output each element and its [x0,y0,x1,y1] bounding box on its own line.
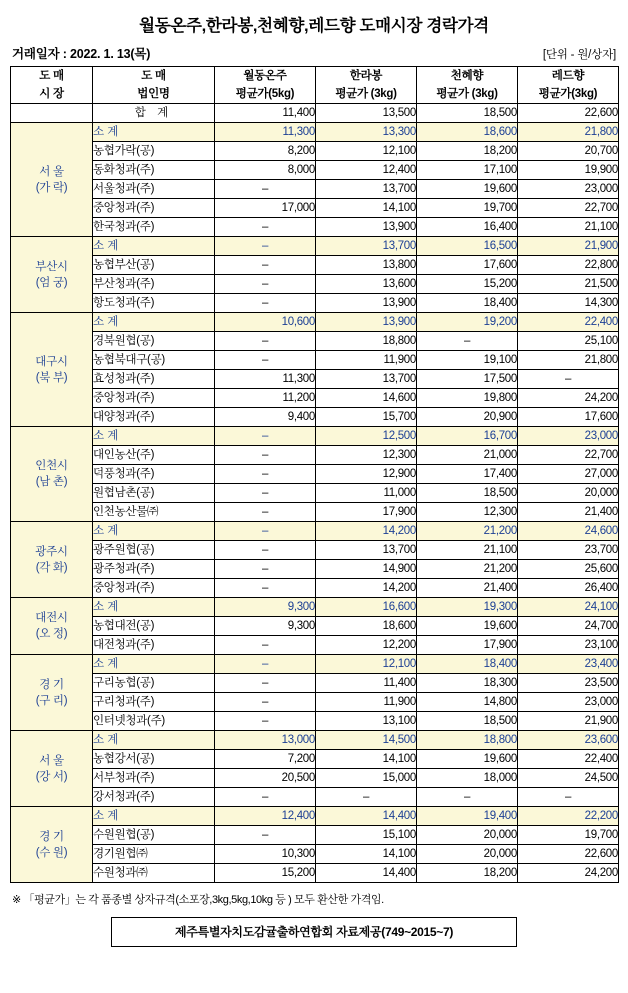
table-row [11,617,619,636]
price-cell: 27,000 [518,465,619,484]
price-cell: 14,400 [316,864,417,883]
price-cell: 17,600 [417,256,518,275]
price-cell: 10,600 [215,313,316,332]
corporation-cell: 농협대전(공) [93,617,215,636]
price-cell: 11,000 [316,484,417,503]
price-cell: – [518,788,619,807]
price-cell: 23,100 [518,636,619,655]
table-body [11,104,619,883]
table-row [11,199,619,218]
price-cell: 24,200 [518,389,619,408]
corporation-cell: 소 계 [93,237,215,256]
price-cell: 19,600 [417,180,518,199]
price-cell: 23,400 [518,655,619,674]
table-row [11,370,619,389]
price-cell: 20,900 [417,408,518,427]
price-cell: 17,900 [417,636,518,655]
table-row [11,218,619,237]
price-cell: 22,700 [518,446,619,465]
table-row [11,693,619,712]
corporation-cell: 구리농협(공) [93,674,215,693]
price-cell: – [215,427,316,446]
corporation-cell: 중앙청과(주) [93,579,215,598]
price-cell: 9,400 [215,408,316,427]
price-cell: – [417,788,518,807]
table-row [11,484,619,503]
price-cell: 15,700 [316,408,417,427]
price-cell: 20,500 [215,769,316,788]
table-row [11,598,619,617]
corporation-cell: 인터넷청과(주) [93,712,215,731]
corporation-cell: 수원원협(공) [93,826,215,845]
price-cell: – [215,446,316,465]
corporation-cell: 농협가락(공) [93,142,215,161]
price-cell: – [215,275,316,294]
table-row [11,636,619,655]
price-cell: 23,000 [518,180,619,199]
price-cell: 22,600 [518,845,619,864]
price-cell: 16,700 [417,427,518,446]
price-cell: – [215,351,316,370]
price-table [10,66,619,883]
price-cell: 15,100 [316,826,417,845]
price-cell: 23,000 [518,693,619,712]
price-cell: 19,300 [417,598,518,617]
price-cell: 21,500 [518,275,619,294]
table-row [11,161,619,180]
price-cell: 18,800 [316,332,417,351]
table-row [11,579,619,598]
price-cell: 16,600 [316,598,417,617]
price-cell: 19,200 [417,313,518,332]
table-row [11,674,619,693]
market-cell: 서 울 (강 서) [11,731,93,807]
market-cell: 부산시 (엄 궁) [11,237,93,313]
price-cell: 18,600 [316,617,417,636]
market-cell: 서 울 (가 락) [11,123,93,237]
table-row [11,541,619,560]
table-row [11,845,619,864]
price-cell: 20,000 [417,845,518,864]
col-header-market: 도 매 시 장 [11,67,93,104]
price-cell: – [215,294,316,313]
corporation-cell: 소 계 [93,522,215,541]
price-cell: 13,900 [316,294,417,313]
table-row [11,142,619,161]
price-cell: 18,600 [417,123,518,142]
price-cell: 19,900 [518,161,619,180]
price-cell: 13,700 [316,180,417,199]
price-cell: 18,200 [417,142,518,161]
table-header [11,67,619,104]
price-cell: 11,300 [215,370,316,389]
price-cell: 14,200 [316,579,417,598]
price-cell: 26,400 [518,579,619,598]
corporation-cell: 원협남촌(공) [93,484,215,503]
table-row [11,750,619,769]
table-row [11,503,619,522]
price-cell: 21,100 [518,218,619,237]
table-row [11,104,619,123]
price-cell: – [215,503,316,522]
corporation-cell: 소 계 [93,731,215,750]
price-cell: 15,200 [417,275,518,294]
price-cell: 17,600 [518,408,619,427]
price-cell: 11,200 [215,389,316,408]
corporation-cell: 동화청과(주) [93,161,215,180]
corporation-cell: 효성청과(주) [93,370,215,389]
price-cell: 13,100 [316,712,417,731]
price-cell: – [215,256,316,275]
price-cell: 18,400 [417,655,518,674]
trade-date-label: 거래일자 : 2022. 1. 13(목) [12,47,151,61]
col-header-hallabong: 한라봉 평균가 (3kg) [316,67,417,104]
price-cell: 19,100 [417,351,518,370]
price-cell: 18,000 [417,769,518,788]
table-row [11,446,619,465]
price-cell: 24,600 [518,522,619,541]
corporation-cell: 인천농산물㈜ [93,503,215,522]
price-cell: 11,300 [215,123,316,142]
price-cell: 17,100 [417,161,518,180]
col-header-corporation: 도 매 법인명 [93,67,215,104]
price-cell: 20,700 [518,142,619,161]
price-cell: 11,900 [316,693,417,712]
price-cell: 9,300 [215,598,316,617]
price-cell: 24,200 [518,864,619,883]
corporation-cell: 대전청과(주) [93,636,215,655]
col-header-redhyang: 레드향 평균가(3kg) [518,67,619,104]
price-cell: 10,300 [215,845,316,864]
price-cell: 8,000 [215,161,316,180]
table-row [11,123,619,142]
price-cell: – [215,522,316,541]
price-cell: 14,300 [518,294,619,313]
corporation-cell: 경북원협(공) [93,332,215,351]
price-cell: – [215,693,316,712]
price-cell: 23,600 [518,731,619,750]
corporation-cell: 합 계 [93,104,215,123]
price-cell: – [417,332,518,351]
corporation-cell: 부산청과(주) [93,275,215,294]
table-row [11,788,619,807]
price-cell: 20,000 [417,826,518,845]
table-row [11,712,619,731]
table-row [11,826,619,845]
footnote: ※ 「평균가」는 각 품종별 상자규격(소포장,3kg,5kg,10kg 등 ) 모두 환산한 가격임. [12,894,384,906]
corporation-cell: 수원청과㈜ [93,864,215,883]
price-cell: – [215,218,316,237]
price-cell: 13,600 [316,275,417,294]
price-cell: 23,000 [518,427,619,446]
price-cell: 14,100 [316,750,417,769]
price-cell: 11,900 [316,351,417,370]
price-cell: 11,400 [215,104,316,123]
price-cell: 20,000 [518,484,619,503]
price-cell: 23,500 [518,674,619,693]
price-cell: 14,400 [316,807,417,826]
corporation-cell: 농협강서(공) [93,750,215,769]
price-cell: – [215,332,316,351]
table-row [11,522,619,541]
price-cell: – [215,484,316,503]
price-cell: 13,900 [316,313,417,332]
price-cell: 8,200 [215,142,316,161]
price-cell: – [215,560,316,579]
market-cell: 경 기 (수 원) [11,807,93,883]
corporation-cell: 항도청과(주) [93,294,215,313]
price-cell: – [316,788,417,807]
price-cell: 19,400 [417,807,518,826]
market-cell: 인천시 (남 촌) [11,427,93,522]
price-cell: 21,200 [417,560,518,579]
corporation-cell: 서울청과(주) [93,180,215,199]
page-title: 월동온주,한라봉,천혜향,레드향 도매시장 경락가격 [139,17,489,35]
market-cell: 대구시 (북 부) [11,313,93,427]
price-cell: 23,700 [518,541,619,560]
price-cell: 14,900 [316,560,417,579]
corporation-cell: 서부청과(주) [93,769,215,788]
corporation-cell: 광주청과(주) [93,560,215,579]
table-row [11,864,619,883]
price-cell: 16,500 [417,237,518,256]
price-cell: 22,400 [518,750,619,769]
price-cell: 24,500 [518,769,619,788]
price-cell: 19,700 [417,199,518,218]
price-cell: – [215,541,316,560]
price-cell: 24,100 [518,598,619,617]
price-cell: – [215,712,316,731]
table-row [11,560,619,579]
price-cell: – [215,465,316,484]
price-cell: 12,300 [417,503,518,522]
corporation-cell: 구리청과(주) [93,693,215,712]
table-row [11,256,619,275]
market-cell: 경 기 (구 리) [11,655,93,731]
corporation-cell: 농협북대구(공) [93,351,215,370]
price-cell: 17,500 [417,370,518,389]
price-cell: – [215,655,316,674]
table-row [11,807,619,826]
corporation-cell: 덕풍청과(주) [93,465,215,484]
table-row [11,655,619,674]
price-cell: – [215,674,316,693]
price-cell: 22,700 [518,199,619,218]
price-cell: 18,500 [417,484,518,503]
price-cell: 13,700 [316,237,417,256]
corporation-cell: 소 계 [93,427,215,446]
price-cell: 14,500 [316,731,417,750]
price-cell: 14,800 [417,693,518,712]
price-cell: 24,700 [518,617,619,636]
col-header-cheonhyehyang: 천혜향 평균가 (3kg) [417,67,518,104]
price-cell: – [518,370,619,389]
table-row [11,294,619,313]
price-cell: – [215,788,316,807]
price-cell: 22,400 [518,313,619,332]
price-cell: 25,100 [518,332,619,351]
price-cell: 22,200 [518,807,619,826]
price-cell: 21,400 [417,579,518,598]
table-row [11,237,619,256]
corporation-cell: 강서청과(주) [93,788,215,807]
price-cell: – [215,636,316,655]
price-cell: 22,800 [518,256,619,275]
table-row [11,465,619,484]
provider-wrap [10,917,618,947]
price-cell: 25,600 [518,560,619,579]
corporation-cell: 중앙청과(주) [93,389,215,408]
corporation-cell: 소 계 [93,598,215,617]
price-cell: 13,900 [316,218,417,237]
price-cell: 16,400 [417,218,518,237]
price-cell: 22,600 [518,104,619,123]
price-cell: 13,800 [316,256,417,275]
price-cell: – [215,826,316,845]
price-cell: 14,600 [316,389,417,408]
price-cell: 18,500 [417,712,518,731]
price-cell: 18,400 [417,294,518,313]
price-cell: 21,200 [417,522,518,541]
price-cell: – [215,237,316,256]
price-cell: 7,200 [215,750,316,769]
price-cell: 12,200 [316,636,417,655]
corporation-cell: 소 계 [93,655,215,674]
meta-row [12,44,616,62]
table-row [11,275,619,294]
price-cell: 18,500 [417,104,518,123]
table-row [11,351,619,370]
corporation-cell: 소 계 [93,123,215,142]
corporation-cell: 대인농산(주) [93,446,215,465]
price-cell: 9,300 [215,617,316,636]
price-cell: 18,200 [417,864,518,883]
table-row [11,313,619,332]
corporation-cell: 중앙청과(주) [93,199,215,218]
table-row [11,769,619,788]
price-cell: 13,500 [316,104,417,123]
price-cell: 21,900 [518,237,619,256]
price-cell: 19,600 [417,617,518,636]
table-row [11,408,619,427]
price-cell: 12,400 [215,807,316,826]
table-row [11,180,619,199]
price-cell: 12,400 [316,161,417,180]
corporation-cell: 한국청과(주) [93,218,215,237]
price-cell: 21,100 [417,541,518,560]
price-cell: 17,900 [316,503,417,522]
price-cell: 12,300 [316,446,417,465]
price-cell: 21,900 [518,712,619,731]
price-cell: 13,000 [215,731,316,750]
unit-label: [단위 - 원/상자] [542,49,616,61]
table-row [11,389,619,408]
price-cell: 14,100 [316,199,417,218]
market-cell: 광주시 (각 화) [11,522,93,598]
corporation-cell: 대양청과(주) [93,408,215,427]
price-cell: – [215,180,316,199]
price-cell: 13,700 [316,370,417,389]
corporation-cell: 농협부산(공) [93,256,215,275]
price-cell: 12,900 [316,465,417,484]
price-cell: 19,800 [417,389,518,408]
col-header-wintermandarin: 월동온주 평균가(5kg) [215,67,316,104]
market-cell: 대전시 (오 정) [11,598,93,655]
price-cell: 12,100 [316,142,417,161]
price-cell: 14,100 [316,845,417,864]
price-cell: 21,000 [417,446,518,465]
table-row [11,731,619,750]
table-row [11,427,619,446]
price-cell: 11,400 [316,674,417,693]
corporation-cell: 경기원협㈜ [93,845,215,864]
price-cell: 14,200 [316,522,417,541]
price-cell: 12,100 [316,655,417,674]
price-cell: 13,300 [316,123,417,142]
price-cell: 21,400 [518,503,619,522]
table-row [11,332,619,351]
market-cell [11,104,93,123]
price-cell: 19,600 [417,750,518,769]
corporation-cell: 광주원협(공) [93,541,215,560]
price-cell: 15,200 [215,864,316,883]
price-cell: 13,700 [316,541,417,560]
price-cell: 18,800 [417,731,518,750]
price-cell: 21,800 [518,123,619,142]
provider-box: 제주특별자치도감귤출하연합회 자료제공(749~2015~7) [111,917,517,947]
price-cell: 12,500 [316,427,417,446]
price-cell: 21,800 [518,351,619,370]
price-cell: – [215,579,316,598]
price-cell: 17,400 [417,465,518,484]
corporation-cell: 소 계 [93,313,215,332]
price-cell: 17,000 [215,199,316,218]
corporation-cell: 소 계 [93,807,215,826]
price-cell: 19,700 [518,826,619,845]
price-cell: 18,300 [417,674,518,693]
table-header-row [11,67,619,104]
price-cell: 15,000 [316,769,417,788]
